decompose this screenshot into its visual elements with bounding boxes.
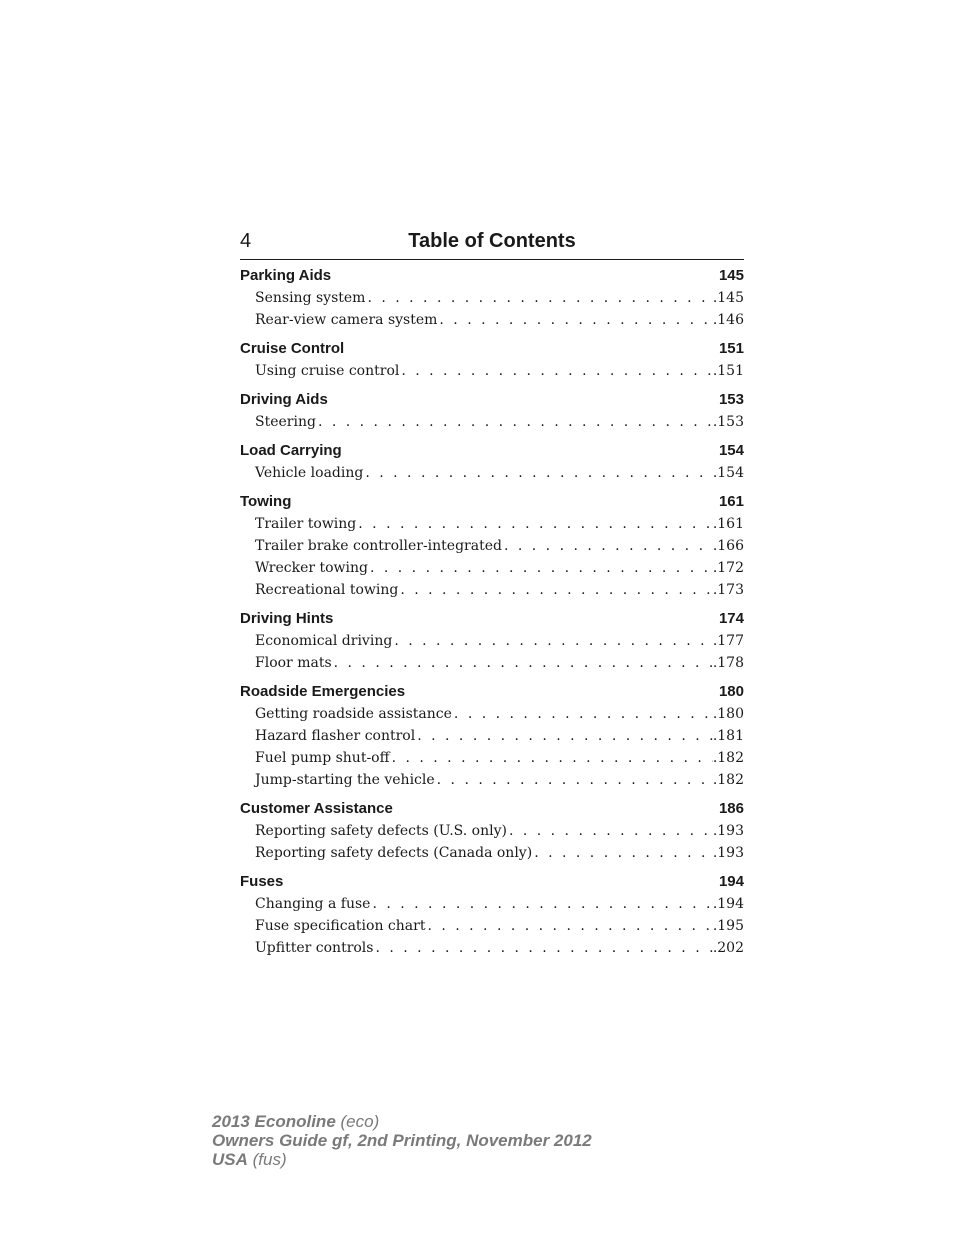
entry-label: Recreational towing [255,582,399,598]
toc-entry[interactable] [240,820,744,842]
dot-leader [316,411,713,433]
toc-section [240,491,744,601]
toc-entry[interactable] [240,703,744,725]
section-heading[interactable] [240,338,744,360]
dot-leader [363,462,712,484]
entry-label: Jump-starting the vehicle [255,772,435,788]
section-title: Roadside Emergencies [240,683,406,700]
entry-label: Reporting safety defects (U.S. only) [255,823,507,839]
entry-label: Sensing system [255,290,366,306]
section-page: 174 [718,610,744,627]
page-number: 4 [240,230,252,252]
section-page: 154 [718,442,744,459]
dot-leader [399,360,712,382]
dot-leader [390,747,713,769]
toc-entry[interactable] [240,842,744,864]
entry-page: .154 [712,465,744,481]
entry-page: .202 [712,940,744,956]
entry-label: Getting roadside assistance [255,706,452,722]
toc-entry[interactable] [240,893,744,915]
page-title: Table of Contents [408,230,576,252]
toc-entry[interactable] [240,287,744,309]
toc-section [240,338,744,382]
toc-section [240,440,744,484]
section-page: 151 [718,340,744,357]
toc-entry[interactable] [240,411,744,433]
section-page: 153 [718,391,744,408]
entry-page: .180 [712,706,744,722]
section-page: 194 [718,873,744,890]
toc-section [240,265,744,331]
entry-page: .178 [712,655,744,671]
dot-leader [437,309,712,331]
section-heading[interactable] [240,871,744,893]
toc-entry[interactable] [240,652,744,674]
dot-leader [356,513,713,535]
section-heading[interactable] [240,389,744,411]
entry-label: Steering [255,414,316,430]
toc-section [240,389,744,433]
section-page: 161 [718,493,744,510]
entry-label: Trailer towing [255,516,357,532]
toc-entry[interactable] [240,769,744,791]
entry-page: .146 [712,312,744,328]
dot-leader [532,842,713,864]
dot-leader [373,937,712,959]
entry-label: Wrecker towing [255,560,368,576]
toc-section [240,798,744,864]
dot-leader [507,820,713,842]
toc-entry[interactable] [240,309,744,331]
toc-entry[interactable] [240,360,744,382]
section-title: Towing [240,493,292,510]
entry-label: Floor mats [255,655,332,671]
dot-leader [398,579,713,601]
section-page: 186 [718,800,744,817]
section-page: 145 [718,267,744,284]
entry-page: .177 [712,633,744,649]
entry-page: .193 [712,845,744,861]
toc-section [240,871,744,959]
entry-label: Changing a fuse [255,896,371,912]
toc-entry[interactable] [240,557,744,579]
toc-section [240,681,744,791]
entry-page: .194 [712,896,744,912]
section-heading[interactable] [240,491,744,513]
table-of-contents [240,265,744,966]
toc-entry[interactable] [240,462,744,484]
section-heading[interactable] [240,681,744,703]
section-title: Driving Hints [240,610,334,627]
entry-page: .173 [712,582,744,598]
entry-label: Reporting safety defects (Canada only) [255,845,533,861]
toc-entry[interactable] [240,535,744,557]
toc-entry[interactable] [240,725,744,747]
entry-label: Using cruise control [255,363,400,379]
section-title: Parking Aids [240,267,332,284]
dot-leader [502,535,713,557]
entry-page: .172 [712,560,744,576]
dot-leader [365,287,712,309]
footer [212,1112,592,1169]
entry-page: .161 [712,516,744,532]
entry-page: .195 [712,918,744,934]
dot-leader [452,703,713,725]
entry-label: Vehicle loading [255,465,364,481]
dot-leader [368,557,713,579]
entry-page: .193 [712,823,744,839]
footer-line-1: 2013 Econoline (eco) [212,1112,380,1131]
entry-page: .151 [712,363,744,379]
toc-entry[interactable] [240,747,744,769]
dot-leader [370,893,712,915]
entry-page: .181 [712,728,744,744]
entry-label: Hazard flasher control [255,728,416,744]
toc-section [240,608,744,674]
dot-leader [332,652,713,674]
toc-entry[interactable] [240,937,744,959]
section-heading[interactable] [240,265,744,287]
entry-page: .145 [712,290,744,306]
entry-page: .182 [712,772,744,788]
page-header [240,229,744,260]
section-title: Load Carrying [240,442,342,459]
entry-label: Upfitter controls [255,940,374,956]
toc-entry[interactable] [240,915,744,937]
toc-entry[interactable] [240,630,744,652]
entry-label: Fuel pump shut-off [255,750,390,766]
section-heading[interactable] [240,608,744,630]
footer-line-2: Owners Guide gf, 2nd Printing, November 2012 [212,1131,592,1150]
entry-label: Trailer brake controller-integrated [255,538,502,554]
entry-page: .153 [712,414,744,430]
entry-label: Fuse specification chart [255,918,426,934]
section-title: Fuses [240,873,284,890]
dot-leader [435,769,713,791]
section-title: Cruise Control [240,340,345,357]
dot-leader [392,630,713,652]
section-title: Driving Aids [240,391,328,408]
entry-page: .182 [712,750,744,766]
toc-entry[interactable] [240,579,744,601]
section-heading[interactable] [240,798,744,820]
dot-leader [415,725,713,747]
dot-leader [425,915,712,937]
entry-label: Economical driving [255,633,393,649]
footer-line-3: USA (fus) [212,1150,287,1169]
entry-page: .166 [712,538,744,554]
section-page: 180 [718,683,744,700]
entry-label: Rear-view camera system [255,312,438,328]
toc-entry[interactable] [240,513,744,535]
section-heading[interactable] [240,440,744,462]
section-title: Customer Assistance [240,800,393,817]
